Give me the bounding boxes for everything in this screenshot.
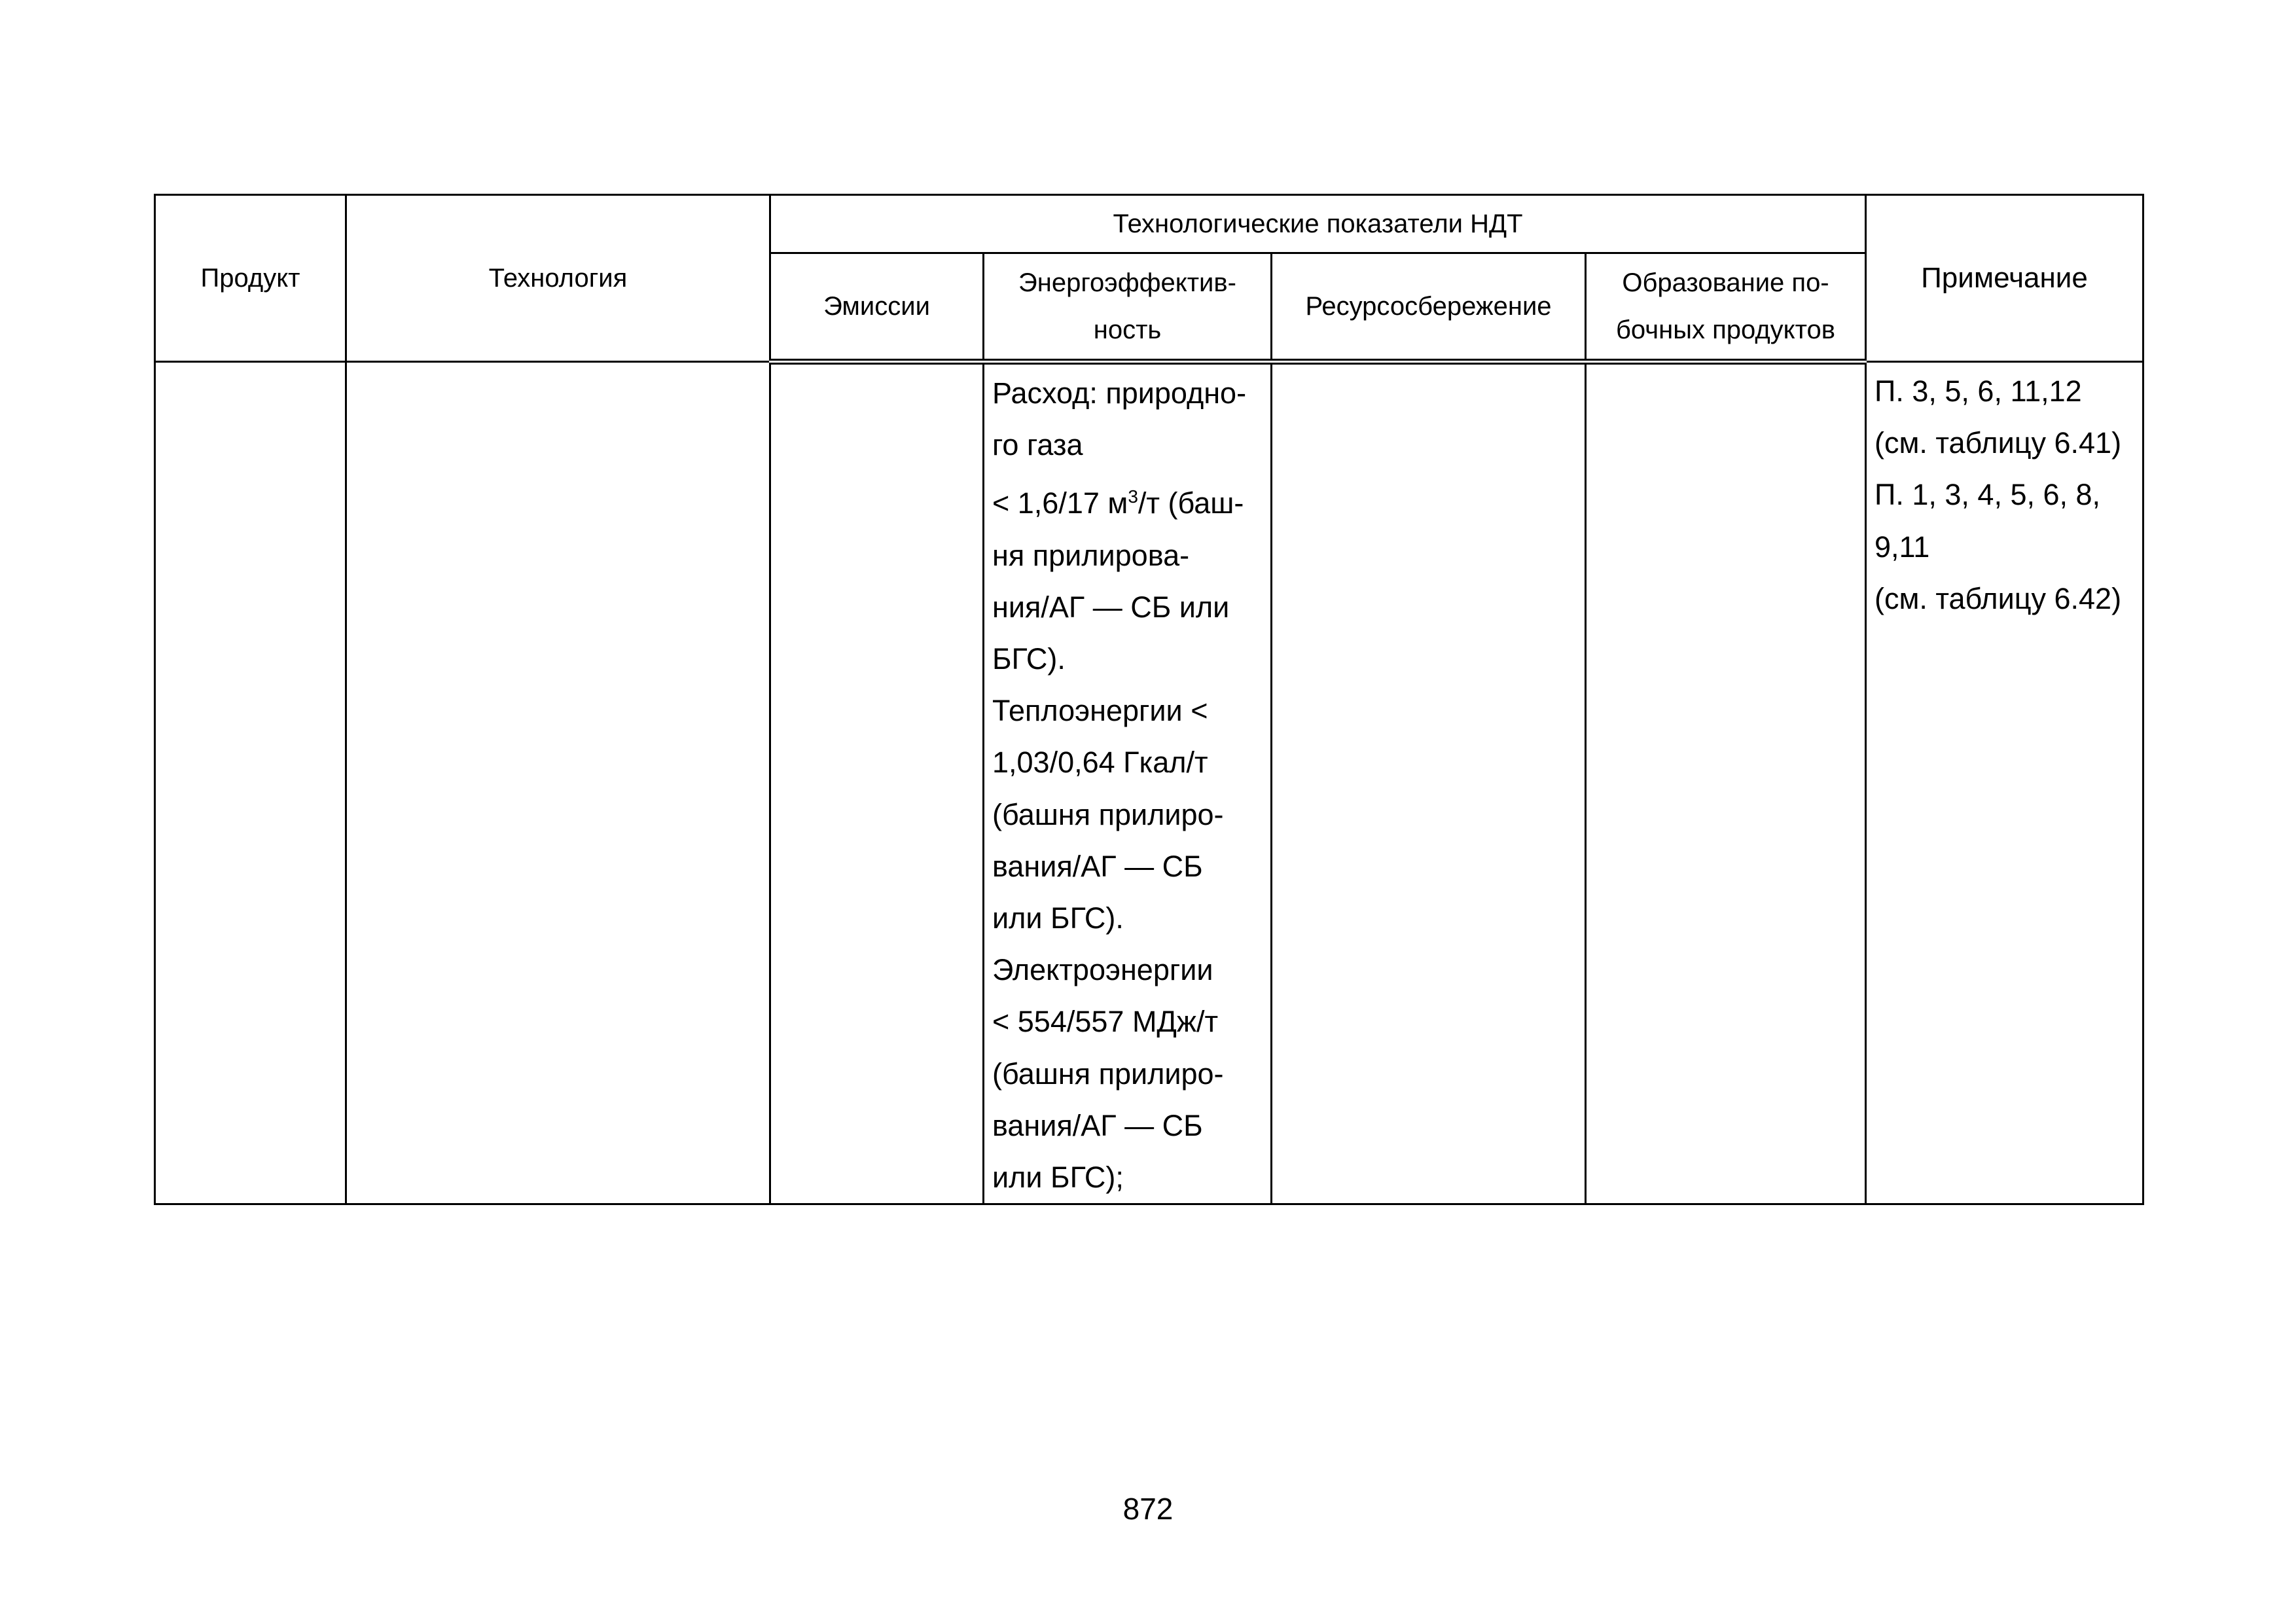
text-line: 9,11 bbox=[1874, 530, 1930, 564]
text-line: (башня прилиро- bbox=[992, 1056, 1224, 1091]
header-emissions: Эмиссии bbox=[770, 253, 984, 362]
text-line: Теплоэнергии < bbox=[992, 694, 1208, 728]
text-line: П. 1, 3, 4, 5, 6, 8, bbox=[1874, 478, 2101, 512]
text-line: ния/АГ — СБ или bbox=[992, 590, 1230, 624]
text-line: < 1,6/17 $м^3/т$ (баш- bbox=[992, 486, 1244, 520]
cell-resource-saving bbox=[1272, 362, 1586, 1204]
header-product: Продукт bbox=[155, 195, 346, 362]
text-line: Электроэнергии bbox=[992, 953, 1213, 987]
cell-energy-efficiency bbox=[984, 362, 1272, 1204]
ndt-table bbox=[154, 194, 2144, 1205]
text-line: БГС). bbox=[992, 642, 1066, 676]
header-energy-efficiency: Энергоэффектив- ность bbox=[984, 253, 1272, 362]
text-line: 1,03/0,64 Гкал/т bbox=[992, 746, 1208, 780]
cell-byproducts bbox=[1586, 362, 1866, 1204]
cell-emissions bbox=[770, 362, 984, 1204]
header-note: Примечание bbox=[1866, 195, 2144, 362]
text-line: ня прилирова- bbox=[992, 538, 1190, 572]
text-line: го газа bbox=[992, 428, 1083, 462]
cell-product bbox=[155, 362, 346, 1204]
header-byproducts: Образование по- бочных продуктов bbox=[1586, 253, 1866, 362]
text-line: (см. таблицу 6.41) bbox=[1874, 426, 2122, 460]
header-technology: Технология bbox=[346, 195, 770, 362]
text-line: П. 3, 5, 6, 11,12 bbox=[1874, 374, 2082, 408]
text-line: вания/АГ — СБ bbox=[992, 1108, 1203, 1142]
text-line: (башня прилиро- bbox=[992, 797, 1224, 831]
text-line: < 554/557 МДж/т bbox=[992, 1005, 1219, 1039]
header-ndt-indicators: Технологические показатели НДТ bbox=[770, 195, 1866, 253]
header-resource-saving: Ресурсосбережение bbox=[1272, 253, 1586, 362]
text-line: или БГС). bbox=[992, 901, 1124, 935]
text-line: или БГС); bbox=[992, 1161, 1124, 1195]
text-line: Расход: природно- bbox=[992, 376, 1247, 410]
page-number: 872 bbox=[1122, 1492, 1174, 1526]
text-line: (см. таблицу 6.42) bbox=[1874, 581, 2122, 615]
text-line: вания/АГ — СБ bbox=[992, 849, 1203, 883]
cell-note bbox=[1866, 362, 2144, 1204]
cell-technology bbox=[346, 362, 770, 1204]
